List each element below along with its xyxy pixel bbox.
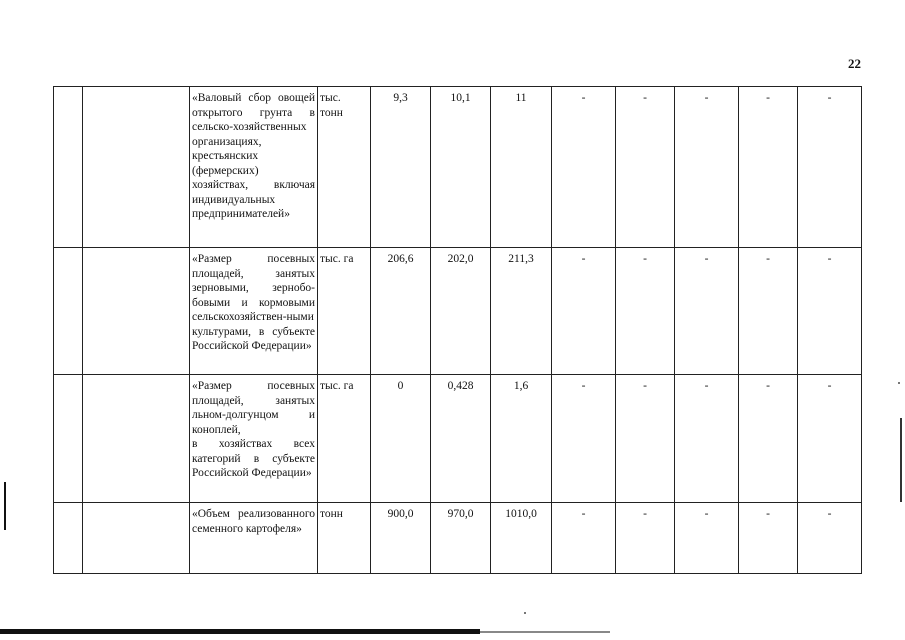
program-name-cell	[83, 375, 190, 503]
dash-cell: -	[739, 87, 798, 248]
dash-cell: -	[739, 503, 798, 574]
dash-cell: -	[675, 87, 739, 248]
dash-cell: -	[675, 248, 739, 375]
dash-cell: -	[616, 87, 675, 248]
row-number-cell	[54, 375, 83, 503]
dash-cell: -	[798, 248, 862, 375]
scan-speck	[898, 382, 900, 384]
indicator-cell	[190, 503, 318, 574]
indicator-cell	[190, 248, 318, 375]
dash-cell: -	[798, 87, 862, 248]
dash-cell: -	[675, 375, 739, 503]
dash-cell: -	[552, 375, 616, 503]
value-cell: 202,0	[431, 248, 491, 375]
table-row	[54, 503, 862, 574]
dash-cell: -	[616, 248, 675, 375]
dash-cell: -	[616, 503, 675, 574]
scan-artifact-bottom-fade	[480, 631, 610, 633]
value-cell: 900,0	[371, 503, 431, 574]
page-number: 22	[848, 56, 861, 71]
row-number-cell	[54, 248, 83, 375]
value-cell: 1010,0	[491, 503, 552, 574]
dash-cell: -	[798, 375, 862, 503]
value-cell: 970,0	[431, 503, 491, 574]
value-cell: 9,3	[371, 87, 431, 248]
indicator-cell	[190, 375, 318, 503]
row-number-cell	[54, 503, 83, 574]
unit-cell: тыс. тонн	[318, 87, 371, 248]
dash-cell: -	[798, 503, 862, 574]
scan-artifact-left-edge	[4, 482, 6, 530]
dash-cell: -	[616, 375, 675, 503]
table-row	[54, 248, 862, 375]
value-cell: 211,3	[491, 248, 552, 375]
row-number-cell	[54, 87, 83, 248]
indicator-text: «Размер посевных площадей, занятых льном-долгунцом и коноплей, в хозяйствах всех категорий в субъекте Российской Федерации»	[192, 380, 315, 479]
program-name-cell	[83, 503, 190, 574]
dash-cell: -	[552, 248, 616, 375]
value-cell: 0,428	[431, 375, 491, 503]
value-cell: 206,6	[371, 248, 431, 375]
scan-artifact-bottom-bar	[0, 629, 480, 634]
value-cell: 1,6	[491, 375, 552, 503]
dash-cell: -	[675, 503, 739, 574]
dash-cell: -	[739, 375, 798, 503]
value-cell: 10,1	[431, 87, 491, 248]
unit-cell: тыс. га	[318, 248, 371, 375]
indicators-table	[53, 86, 862, 574]
indicator-text: «Объем реализованного семенного картофеля»	[192, 508, 315, 535]
program-name-cell	[83, 87, 190, 248]
indicator-text: «Валовый сбор овощей открытого грунта в сельско-хозяйственных организациях, крестьянских (фермерских) хозяйствах, включая индивидуальных предпринимателей»	[192, 92, 315, 220]
unit-cell: тыс. га	[318, 375, 371, 503]
dash-cell: -	[552, 503, 616, 574]
value-cell: 11	[491, 87, 552, 248]
scan-speck	[524, 612, 526, 614]
dash-cell: -	[739, 248, 798, 375]
unit-cell: тонн	[318, 503, 371, 574]
indicator-cell	[190, 87, 318, 248]
table-row	[54, 87, 862, 248]
value-cell: 0	[371, 375, 431, 503]
indicator-text: «Размер посевных площадей, занятых зерновыми, зернобо-бовыми и кормовыми сельскохозяйствен-ными культурами, в субъекте Российской Федерации»	[192, 253, 315, 352]
scan-artifact-right-edge	[900, 418, 902, 502]
program-name-cell	[83, 248, 190, 375]
dash-cell: -	[552, 87, 616, 248]
table-row	[54, 375, 862, 503]
